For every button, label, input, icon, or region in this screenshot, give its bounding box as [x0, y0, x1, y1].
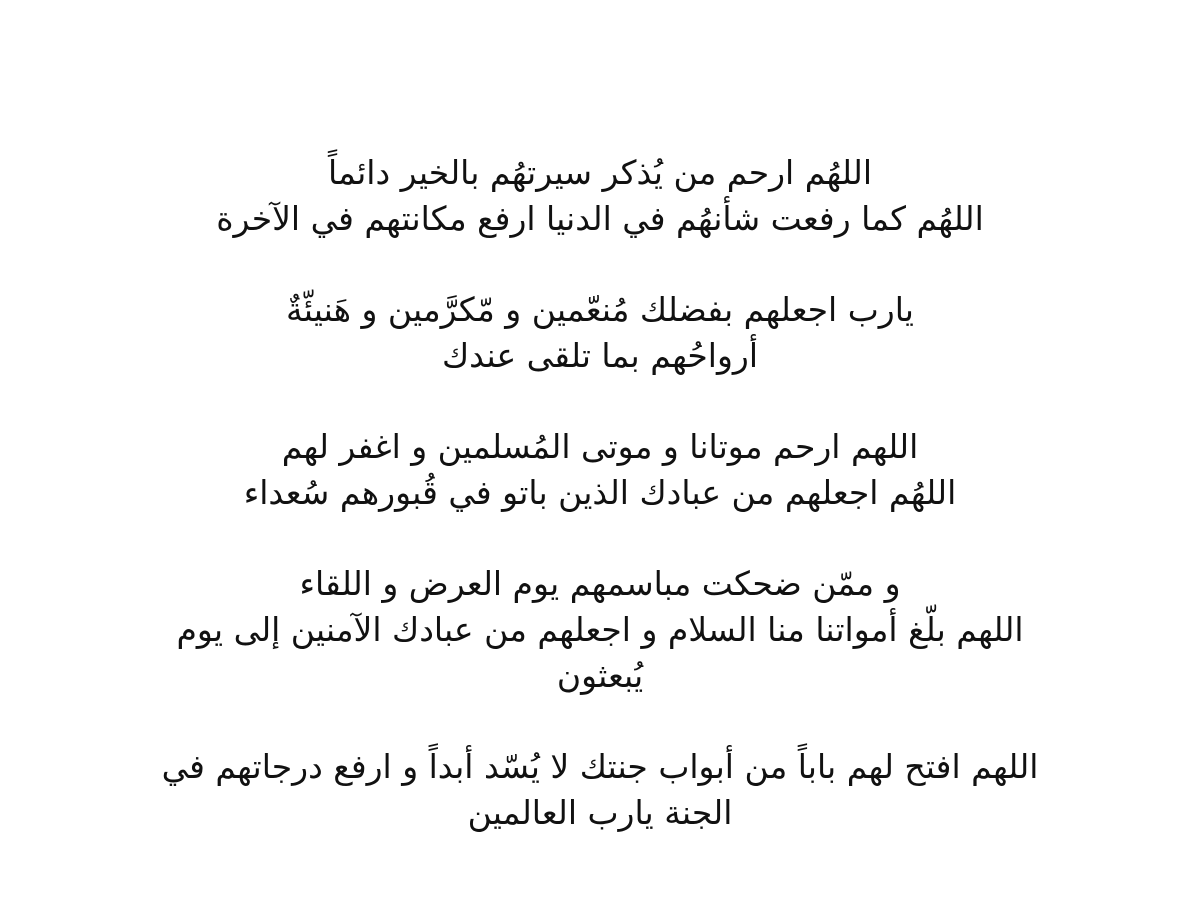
- stanza-5-line-1: اللهم افتح لهم باباً من أبواب جنتك لا يُسّد أبداً و ارفع درجاتهم في: [161, 747, 1039, 786]
- stanza-4: [150, 561, 1050, 699]
- stanza-1-line-2: اللهُم كما رفعت شأنهُم في الدنيا ارفع مكانتهم في الآخرة: [216, 199, 984, 238]
- stanza-2: [150, 287, 1050, 379]
- stanza-divider: [150, 242, 1050, 287]
- stanza-5: [150, 744, 1050, 836]
- stanza-divider: [150, 516, 1050, 561]
- stanza-4-line-2: اللهم بلّغ أمواتنا منا السلام و اجعلهم من عبادك الآمنين إلى يوم: [176, 610, 1024, 649]
- stanza-4-line-1: و ممّن ضحكت مباسمهم يوم العرض و اللقاء: [299, 564, 901, 603]
- stanza-2-line-2: أرواحُهم بما تلقى عندك: [441, 336, 759, 375]
- stanza-2-line-1: يارب اجعلهم بفضلك مُنعّمين و مّكرَّمين و هَنيئّةٌ: [286, 290, 914, 329]
- stanza-3-line-2: اللهُم اجعلهم من عبادك الذين باتو في قُبورهم سُعداء: [243, 473, 957, 512]
- prayer-text-block: [150, 150, 1050, 836]
- stanza-4-line-3: يُبعثون: [556, 656, 644, 695]
- stanza-3: [150, 424, 1050, 516]
- stanza-divider: [150, 699, 1050, 744]
- stanza-5-line-2: الجنة يارب العالمين: [467, 793, 733, 832]
- stanza-1-line-1: اللهُم ارحم من يُذكر سيرتهُم بالخير دائماً: [327, 153, 873, 192]
- stanza-1: [150, 150, 1050, 242]
- stanza-divider: [150, 379, 1050, 424]
- stanza-3-line-1: اللهم ارحم موتانا و موتى المُسلمين و اغفر لهم: [281, 427, 919, 466]
